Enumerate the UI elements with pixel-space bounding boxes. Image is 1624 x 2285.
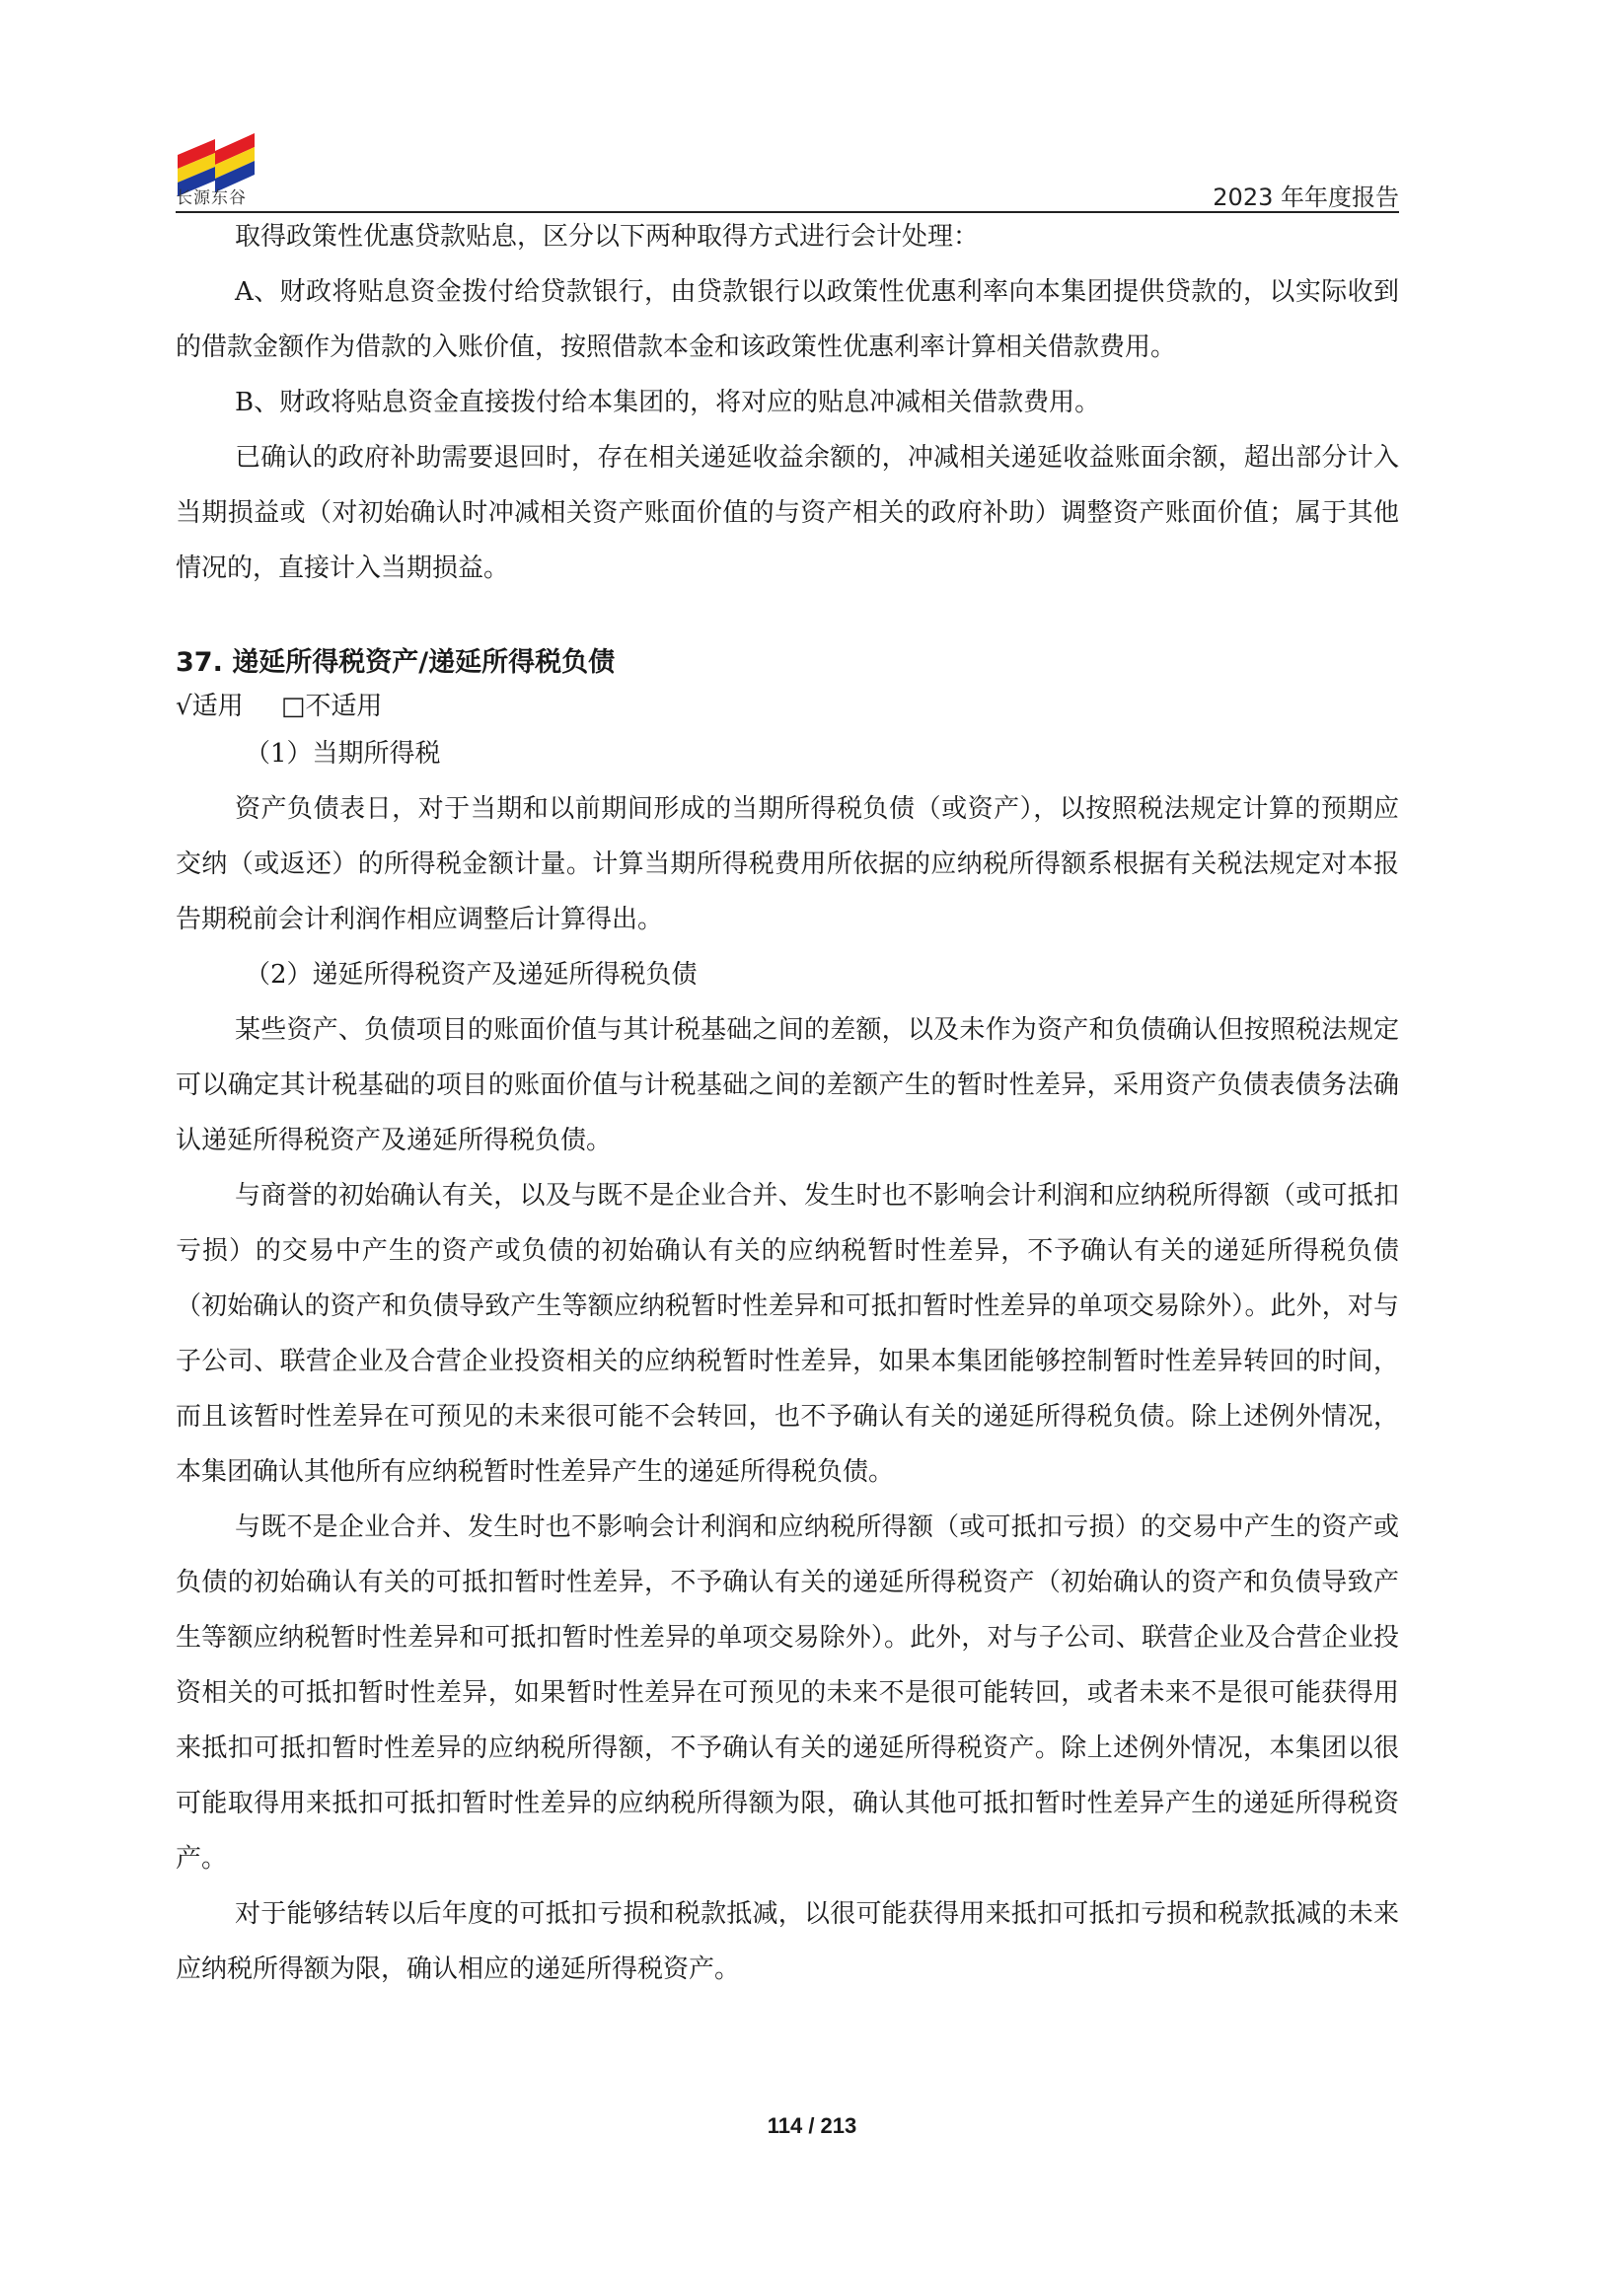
report-title: 2023 年年度报告 [1213,184,1399,211]
subsection-title: （1）当期所得税 [245,739,441,769]
paragraph: 与商誉的初始确认有关，以及与既不是企业合并、发生时也不影响会计利润和应纳税所得额（或可抵扣亏损）的交易中产生的资产或负债的初始确认有关的应纳税暂时性差异，不予确认有关的递延所得税负债（初始确认的资产和负债导致产生等额应纳税暂时性差异和可抵扣暂时性差异的单项交易除外）。此外，对与子公司、联营企业及合营企业投资相关的应纳税暂时性差异，如果本集团能够控制暂时性差异转回的时间，而且该暂时性差异在可预见的未来很可能不会转回，也不予确认有关的递延所得税负债。除上述例外情况，本集团确认其他所有应纳税暂时性差异产生的递延所得税负债。 [176,1181,1399,1487]
section-heading: 37. 递延所得税资产/递延所得税负债 [176,647,616,678]
applicable-checked: √适用 [176,692,244,721]
paragraph: 对于能够结转以后年度的可抵扣亏损和税款抵减，以很可能获得用来抵扣可抵扣亏损和税款抵减的未来应纳税所得额为限，确认相应的递延所得税资产。 [176,1899,1399,1984]
paragraph: 已确认的政府补助需要退回时，存在相关递延收益余额的，冲减相关递延收益账面余额，超出部分计入当期损益或（对初始确认时冲减相关资产账面价值的与资产相关的政府补助）调整资产账面价值；属于其他情况的，直接计入当期损益。 [176,443,1399,583]
page-header [176,116,1399,211]
not-applicable-unchecked: □不适用 [280,692,383,721]
paragraph: 取得政策性优惠贷款贴息，区分以下两种取得方式进行会计处理： [235,222,980,252]
paragraph: B、财政将贴息资金直接拨付给本集团的，将对应的贴息冲减相关借款费用。 [235,388,1101,417]
subsection-title: （2）递延所得税资产及递延所得税负债 [245,960,698,990]
document-body [176,209,1399,1997]
page-number: 114 / 213 [767,2113,857,2138]
paragraph: 资产负债表日，对于当期和以前期间形成的当期所得税负债（或资产），以按照税法规定计算的预期应交纳（或返还）的所得税金额计量。计算当期所得税费用所依据的应纳税所得额系根据有关税法规定对本报告期税前会计利润作相应调整后计算得出。 [176,794,1399,934]
paragraph: 某些资产、负债项目的账面价值与其计税基础之间的差额，以及未作为资产和负债确认但按照税法规定可以确定其计税基础的项目的账面价值与计税基础之间的差额产生的暂时性差异，采用资产负债表债务法确认递延所得税资产及递延所得税负债。 [176,1015,1399,1155]
logo-text: 长源东谷 [176,188,247,208]
paragraph: 与既不是企业合并、发生时也不影响会计利润和应纳税所得额（或可抵扣亏损）的交易中产生的资产或负债的初始确认有关的可抵扣暂时性差异，不予确认有关的递延所得税资产（初始确认的资产和负债导致产生等额应纳税暂时性差异和可抵扣暂时性差异的单项交易除外）。此外，对与子公司、联营企业及合营企业投资相关的可抵扣暂时性差异，如果暂时性差异在可预见的未来不是很可能转回，或者未来不是很可能获得用来抵扣可抵扣暂时性差异的应纳税所得额，不予确认有关的递延所得税资产。除上述例外情况，本集团以很可能取得用来抵扣可抵扣暂时性差异的应纳税所得额为限，确认其他可抵扣暂时性差异产生的递延所得税资产。 [176,1512,1399,1874]
paragraph: A、财政将贴息资金拨付给贷款银行，由贷款银行以政策性优惠利率向本集团提供贷款的，以实际收到的借款金额作为借款的入账价值，按照借款本金和该政策性优惠利率计算相关借款费用。 [176,277,1399,362]
applicability-options [176,687,1399,726]
section-spacer [176,596,1399,635]
